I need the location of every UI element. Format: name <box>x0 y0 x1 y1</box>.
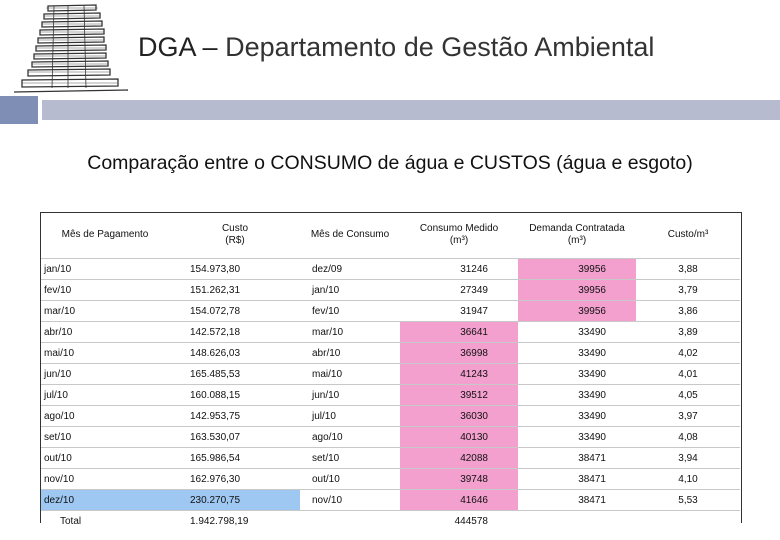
cell-consumo: 39512 <box>400 385 518 406</box>
accent-square <box>0 96 38 124</box>
total-row <box>40 511 740 532</box>
header-custo <box>170 212 300 259</box>
cell-mes-consumo: dez/09 <box>300 259 400 280</box>
total-label: Total <box>60 515 82 527</box>
cell-mes-pagamento: jun/10 <box>40 364 170 385</box>
cell-mes-consumo: ago/10 <box>300 427 400 448</box>
cell-custo-m3: 4,02 <box>636 343 740 364</box>
cell-demanda: 33490 <box>518 427 636 448</box>
cell-custo-m3: 3,88 <box>636 259 740 280</box>
table-row <box>40 427 740 448</box>
page-title <box>138 32 654 63</box>
cell-mes-consumo: mar/10 <box>300 322 400 343</box>
cell-consumo: 27349 <box>400 280 518 301</box>
slide-subtitle: Comparação entre o CONSUMO de água e CUSTOS (água e esgoto) <box>87 152 693 174</box>
title-abbr: DGA <box>138 32 196 62</box>
cell-mes-pagamento: set/10 <box>40 427 170 448</box>
table-row <box>40 406 740 427</box>
cell-consumo: 31947 <box>400 301 518 322</box>
cell-mes-consumo: jan/10 <box>300 280 400 301</box>
header-mes-consumo: Mês de Consumo <box>300 212 400 259</box>
total-empty <box>300 511 400 532</box>
cell-demanda: 39956 <box>518 259 636 280</box>
header-demanda-line1: Demanda Contratada <box>529 223 625 234</box>
cell-consumo: 36641 <box>400 322 518 343</box>
cell-demanda: 33490 <box>518 406 636 427</box>
cell-consumo: 41646 <box>400 490 518 511</box>
table-row <box>40 280 740 301</box>
cell-mes-consumo: abr/10 <box>300 343 400 364</box>
header-consumo-line2: (m³) <box>449 235 469 246</box>
cell-consumo: 40130 <box>400 427 518 448</box>
cell-mes-pagamento: jul/10 <box>40 385 170 406</box>
cell-custo: 148.626,03 <box>170 343 300 364</box>
cell-mes-pagamento: out/10 <box>40 448 170 469</box>
title-text: Departamento de Gestão Ambiental <box>225 32 655 62</box>
cell-custo: 154.973,80 <box>170 259 300 280</box>
cell-consumo: 42088 <box>400 448 518 469</box>
header-custo-line1: Custo <box>221 223 249 234</box>
table-row <box>40 385 740 406</box>
cell-custo-m3: 3,94 <box>636 448 740 469</box>
table-row <box>40 490 740 511</box>
accent-bar <box>42 100 780 120</box>
cell-custo: 142.953,75 <box>170 406 300 427</box>
cell-demanda: 39956 <box>518 280 636 301</box>
table-row <box>40 322 740 343</box>
cell-demanda: 33490 <box>518 343 636 364</box>
cell-custo: 160.088,15 <box>170 385 300 406</box>
cell-mes-consumo: out/10 <box>300 469 400 490</box>
cell-custo-m3: 3,97 <box>636 406 740 427</box>
header-custo-m3: Custo/m³ <box>636 212 740 259</box>
cell-mes-consumo: mai/10 <box>300 364 400 385</box>
cell-custo-m3: 4,10 <box>636 469 740 490</box>
cell-demanda: 38471 <box>518 469 636 490</box>
cell-mes-consumo: fev/10 <box>300 301 400 322</box>
cell-custo: 162.976,30 <box>170 469 300 490</box>
header-custo-line2: (R$) <box>225 235 245 246</box>
total-consumo: 444578 <box>454 515 488 527</box>
cell-custo: 230.270,75 <box>170 490 300 511</box>
cell-consumo: 31246 <box>400 259 518 280</box>
title-dash: – <box>202 32 218 62</box>
cell-demanda: 33490 <box>518 364 636 385</box>
consumption-table <box>40 212 740 531</box>
table-header-row <box>40 212 740 259</box>
cell-custo-m3: 3,86 <box>636 301 740 322</box>
cell-mes-pagamento: mai/10 <box>40 343 170 364</box>
total-custo: 1.942.798,19 <box>190 515 249 527</box>
cell-mes-consumo: jun/10 <box>300 385 400 406</box>
header-demanda-line2: (m³) <box>567 235 587 246</box>
cell-mes-pagamento: abr/10 <box>40 322 170 343</box>
cell-mes-pagamento: dez/10 <box>40 490 170 511</box>
cell-custo: 165.986,54 <box>170 448 300 469</box>
table-row <box>40 364 740 385</box>
total-empty <box>636 511 740 532</box>
cell-custo: 154.072,78 <box>170 301 300 322</box>
cell-demanda: 39956 <box>518 301 636 322</box>
total-empty <box>518 511 636 532</box>
cell-custo-m3: 3,89 <box>636 322 740 343</box>
cell-consumo: 39748 <box>400 469 518 490</box>
cell-consumo: 41243 <box>400 364 518 385</box>
cell-custo-m3: 3,79 <box>636 280 740 301</box>
cell-mes-pagamento: fev/10 <box>40 280 170 301</box>
cell-mes-consumo: nov/10 <box>300 490 400 511</box>
building-logo <box>4 2 136 98</box>
table-row <box>40 259 740 280</box>
cell-demanda: 33490 <box>518 322 636 343</box>
cell-custo: 165.485,53 <box>170 364 300 385</box>
cell-demanda: 38471 <box>518 448 636 469</box>
table-row <box>40 343 740 364</box>
table-row <box>40 469 740 490</box>
cell-consumo: 36030 <box>400 406 518 427</box>
header-mes-pagamento: Mês de Pagamento <box>40 212 170 259</box>
cell-custo-m3: 4,05 <box>636 385 740 406</box>
cell-demanda: 38471 <box>518 490 636 511</box>
cell-custo-m3: 4,08 <box>636 427 740 448</box>
cell-mes-pagamento: jan/10 <box>40 259 170 280</box>
cell-mes-pagamento: nov/10 <box>40 469 170 490</box>
cell-custo: 163.530,07 <box>170 427 300 448</box>
cell-mes-consumo: jul/10 <box>300 406 400 427</box>
cell-custo-m3: 5,53 <box>636 490 740 511</box>
cell-consumo: 36998 <box>400 343 518 364</box>
header-demanda <box>518 212 636 259</box>
table-row <box>40 301 740 322</box>
cell-mes-pagamento: mar/10 <box>40 301 170 322</box>
header-consumo <box>400 212 518 259</box>
table-row <box>40 448 740 469</box>
cell-custo: 142.572,18 <box>170 322 300 343</box>
cell-custo-m3: 4,01 <box>636 364 740 385</box>
cell-mes-pagamento: ago/10 <box>40 406 170 427</box>
cell-mes-consumo: set/10 <box>300 448 400 469</box>
cell-custo: 151.262,31 <box>170 280 300 301</box>
header-consumo-line1: Consumo Medido <box>419 223 499 234</box>
cell-demanda: 33490 <box>518 385 636 406</box>
